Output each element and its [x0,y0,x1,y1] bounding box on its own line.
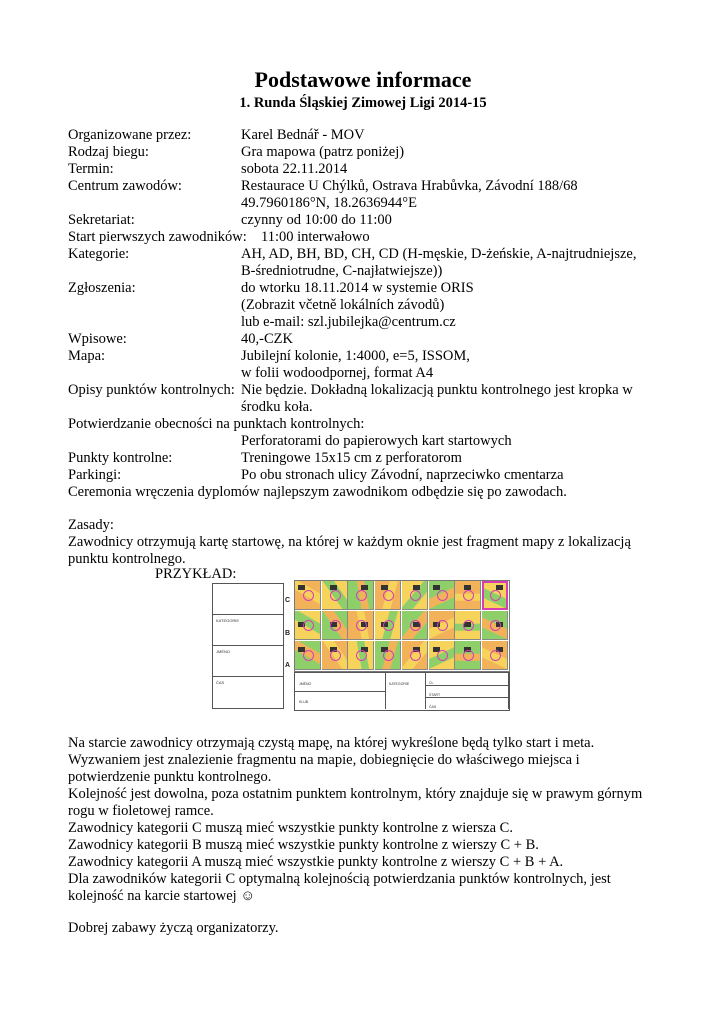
control-circle-icon [356,620,367,631]
map-fragment-tile [322,641,348,670]
card-bottom-table [294,672,510,711]
control-circle-icon [383,590,394,601]
ceremony-text: Ceremonia wręczenia dyplomów najlepszym zawodnikom odbędzie się po zawodach. [68,484,567,500]
entries-line2: (Zobrazit včetně lokálních závodů) [241,297,445,313]
card-left-cell [213,584,283,615]
categories-line1: AH, AD, BH, BD, CH, CD (H-męskie, D-żeńskie, A-najtrudniejsze, [241,246,637,262]
rules-p5: Zawodnicy kategorii B muszą mieć wszystkie punkty kontrolne z wierszy C + B. [68,837,539,853]
control-circle-icon [383,620,394,631]
control-circle-icon [356,650,367,661]
card-left-panel [212,583,284,709]
map-fragment-tile [375,581,401,610]
closing-text: Dobrej zabawy życzą organizatorzy. [68,920,279,936]
rules-p7-line2: kolejność na karcie startowej ☺ [68,888,256,904]
control-circle-icon [437,650,448,661]
map-fragment-tile [348,641,374,670]
secretariat-label: Sekretariat: [68,212,135,228]
center-label: Centrum zawodów: [68,178,182,194]
map-line2: w folii wodoodpornej, format A4 [241,365,434,381]
map-fragment-tile [375,611,401,640]
controls-label: Punkty kontrolne: [68,450,173,466]
rules-p3-line2: rogu w fioletowej ramce. [68,803,214,819]
card-name-cell: JMÉNO [295,673,386,692]
map-fragment-tile [295,641,321,670]
rules-p2-line1: Wyzwaniem jest znalezienie fragmentu na mapie, dobiegnięcie do właściwego miejsca i [68,752,580,768]
card-left-cell: KATEGORIE [213,615,283,646]
control-circle-icon [330,650,341,661]
map-fragment-tile [429,611,455,640]
example-label: PRZYKŁAD: [155,566,237,582]
map-fragment-tile [295,611,321,640]
control-circle-icon [330,590,341,601]
card-start-cell: START [425,685,509,698]
organizer-value: Karel Bednář - MOV [241,127,365,143]
map-fragment-tile [402,641,428,670]
rules-intro-line1: Zawodnicy otrzymują kartę startowę, na której w każdym oknie jest fragment mapy z lokalizacją [68,534,631,550]
map-fragments-grid [294,580,510,672]
control-circle-icon [383,650,394,661]
rules-heading: Zasady: [68,517,114,533]
card-club-cell: KLUB [295,691,386,709]
fee-label: Wpisowe: [68,331,127,347]
control-descriptions-line2: środku koła. [241,399,313,415]
control-circle-icon [437,590,448,601]
parking-value: Po obu stronach ulicy Závodní, naprzeciwko cmentarza [241,467,564,483]
control-circle-icon [490,650,501,661]
row-letter-c: C [285,597,291,604]
control-circle-icon [303,620,314,631]
entries-line1: do wtorku 18.11.2014 w systemie ORIS [241,280,474,296]
categories-label: Kategorie: [68,246,130,262]
start-value: 11:00 interwałowo [261,229,370,245]
control-circle-icon [410,650,421,661]
entries-label: Zgłoszenia: [68,280,136,296]
rules-p3-line1: Kolejność jest dowolna, poza ostatnim punktem kontrolnym, który znajduje się w prawym górnym [68,786,643,802]
page-title: Podstawowe informace [254,67,472,92]
map-line1: Jubilejní kolonie, 1:4000, e=5, ISSOM, [241,348,470,364]
secretariat-value: czynny od 10:00 do 11:00 [241,212,392,228]
start-label: Start pierwszych zawodników: [68,229,247,245]
map-fragment-tile [322,581,348,610]
map-building [298,585,305,590]
map-label: Mapa: [68,348,106,364]
map-fragment-tile [455,611,481,640]
control-circle-icon [303,590,314,601]
control-circle-icon [356,590,367,601]
control-circle-icon [330,620,341,631]
parking-label: Parkingi: [68,467,122,483]
map-fragment-tile [455,641,481,670]
card-cl-cell: CL [425,673,509,686]
card-category-cell: KATEGORIE [385,673,426,709]
date-value: sobota 22.11.2014 [241,161,348,177]
row-letter-b: B [285,630,291,637]
rules-p7-line1: Dla zawodników kategorii C optymalną kolejnością potwierdzania punktów kontrolnych, jest [68,871,611,887]
control-circle-icon [490,620,501,631]
categories-line2: B-średniotrudne, C-najłatwiejsze)) [241,263,443,279]
card-left-cell: ČAS [216,680,225,685]
punching-label: Potwierdzanie obecności na punktach kontrolnych: [68,416,365,432]
race-type-label: Rodzaj biegu: [68,144,149,160]
control-circle-icon [410,590,421,601]
control-circle-icon [463,590,474,601]
race-type-value: Gra mapowa (patrz poniżej) [241,144,405,160]
controls-value: Treningowe 15x15 cm z perforatorom [241,450,462,466]
map-fragment-tile [348,581,374,610]
center-value: Restaurace U Chýlků, Ostrava Hrabůvka, Závodní 188/68 [241,178,578,194]
map-fragment-tile [482,641,508,670]
map-fragment-tile [322,611,348,640]
control-circle-icon [463,650,474,661]
rules-p4: Zawodnicy kategorii C muszą mieć wszystkie punkty kontrolne z wiersza C. [68,820,513,836]
organizer-label: Organizowane przez: [68,127,192,143]
map-fragment-tile [402,581,428,610]
entries-line3: lub e-mail: szl.jubilejka@centrum.cz [241,314,456,330]
control-circle-icon [490,590,501,601]
control-circle-icon [410,620,421,631]
example-start-card [212,580,508,710]
map-fragment-tile [429,641,455,670]
page-subtitle: 1. Runda Śląskiej Zimowej Ligi 2014-15 [239,95,487,111]
punching-value: Perforatorami do papierowych kart startowych [241,433,512,449]
map-fragment-tile [429,581,455,610]
map-fragment-tile [348,611,374,640]
row-letter-a: A [285,662,291,669]
control-circle-icon [437,620,448,631]
map-fragment-tile [295,581,321,610]
rules-p6: Zawodnicy kategorii A muszą mieć wszystkie punkty kontrolne z wierszy C + B + A. [68,854,564,870]
date-label: Termin: [68,161,114,177]
control-circle-icon [463,620,474,631]
map-building [433,585,440,590]
rules-p1: Na starcie zawodnicy otrzymają czystą mapę, na której wykreślone będą tylko start i meta. [68,735,595,751]
map-fragment-tile [455,581,481,610]
control-circle-icon [303,650,314,661]
map-fragment-tile [375,641,401,670]
card-left-cell: JMÉNO [213,646,283,677]
rules-p2-line2: potwierdzenie punktu kontrolnego. [68,769,272,785]
control-descriptions-line1: Nie będzie. Dokładną lokalizacją punktu kontrolnego jest kropka w [241,382,633,398]
card-time-cell: ČAS [425,697,509,709]
map-fragment-tile [482,611,508,640]
map-fragment-tile [402,611,428,640]
map-fragment-tile [482,581,508,610]
fee-value: 40,-CZK [241,331,293,347]
center-gps: 49.7960186°N, 18.2636944°E [241,195,417,211]
control-descriptions-label: Opisy punktów kontrolnych: [68,382,235,398]
rules-intro-line2: punktu kontrolnego. [68,551,186,567]
